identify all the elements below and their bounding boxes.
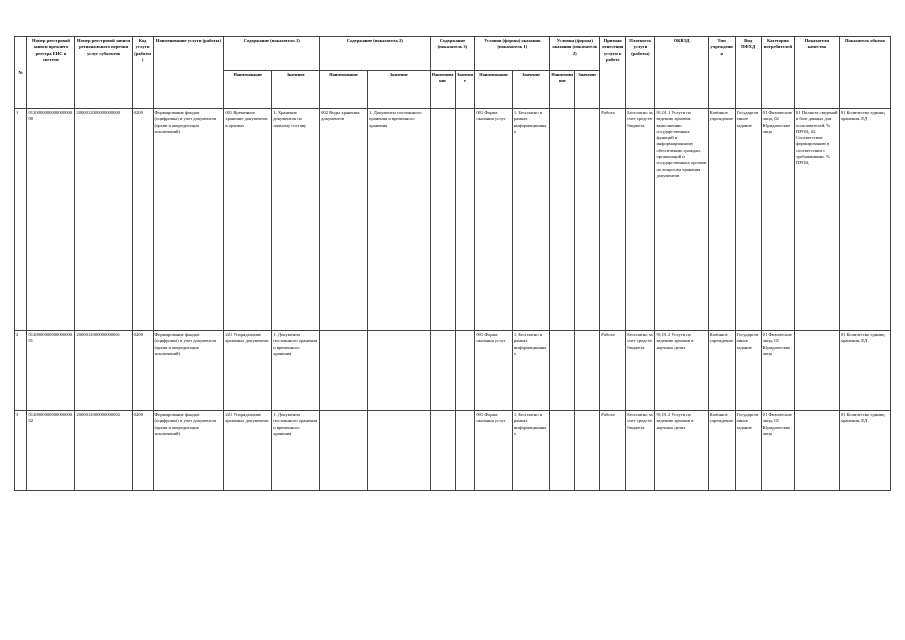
cell-cond1-value: 1. Бесплатно в рамках информационных (512, 331, 549, 411)
cell-category: 01 Физические лица, 02 Юридические лица (761, 411, 794, 491)
cell-sign: Работа (600, 331, 626, 411)
cell-type-inst: Казённое учреждение (708, 331, 735, 411)
cell-reg-record: 2000012000000000000 (75, 109, 132, 331)
header-conditions-1: Условия (формы) оказания (показатель 1) (475, 37, 550, 71)
cell-reg-record: 2000012000000000001 (75, 331, 132, 411)
cell-payment: Бесплатно за счет средств бюджета (626, 411, 655, 491)
cell-sign: Работа (600, 109, 626, 331)
cell-category: 01 Физические лица, 02 Юридические лица (761, 109, 794, 331)
cell-service-name: Формирование фондов (оцифровка) и учет документов (архив и аккредитация исключений) (153, 411, 224, 491)
header-type-inst: Тип учреждения (708, 37, 735, 109)
cell-service-name: Формирование фондов (оцифровка) и учет документов (архив и аккредитация исключений) (153, 331, 224, 411)
sub-header-value: Значение (455, 71, 475, 109)
cell-content1-name: 221 Упорядочение архивных документов (224, 411, 272, 491)
registry-table (14, 36, 891, 491)
header-quality: Показатели качества (795, 37, 840, 109)
cell-reg-number: 012000000000000000002 (27, 411, 75, 491)
cell-cond2-value (575, 411, 600, 491)
cell-content2-value (368, 331, 431, 411)
cell-cond1-name: 001 Форма оказания услуг (475, 109, 512, 331)
cell-service-code: 0200 (132, 109, 153, 331)
sub-header-value: Значение (368, 71, 431, 109)
header-payment: Платность услуги (работы) (626, 37, 655, 109)
table-row (15, 411, 891, 491)
cell-reg-record: 2000012000000000002 (75, 411, 132, 491)
cell-pfhd: Государственное задание (735, 109, 761, 331)
cell-num: 3 (15, 411, 27, 491)
cell-cond2-name (550, 331, 575, 411)
header-service-name: Наименование услуги (работы) (153, 37, 224, 109)
cell-volume: 01 Количество единиц хранения, ЕД (839, 331, 890, 411)
cell-content1-value: 1. Документы постоянного хранения и временного хранения (272, 331, 320, 411)
cell-quality (795, 331, 840, 411)
header-pfhd: Вид ПФХД (735, 37, 761, 109)
cell-cond2-value (575, 109, 600, 331)
cell-content1-name: 001 Временное хранение документов в архивах (224, 109, 272, 331)
cell-content3-name (430, 331, 455, 411)
header-category: Категория потребителей (761, 37, 794, 109)
sub-header-name: Наименование (224, 71, 272, 109)
header-service-code: Код услуги (работы) (132, 37, 153, 109)
cell-content2-name: 002 Виды хранения документов (320, 109, 368, 331)
cell-content2-name (320, 331, 368, 411)
cell-content2-name (320, 411, 368, 491)
cell-volume: 01 Количество единиц хранения, ЕД (839, 109, 890, 331)
cell-pfhd: Государственное задание (735, 331, 761, 411)
cell-reg-number: 012000000000000000000 (27, 109, 75, 331)
header-num: № (15, 37, 27, 109)
cell-payment: Бесплатно за счет средств бюджета (626, 331, 655, 411)
cell-content2-value: 1. Документы постоянного хранения и временного хранения (368, 109, 431, 331)
cell-cond2-name (550, 109, 575, 331)
sub-header-value: Значение (575, 71, 600, 109)
cell-reg-number: 012000000000000000001 (27, 331, 75, 411)
cell-okved: 91.01.1 Услуги по ведению архивов, выполнению государственных функций и информационному обеспечению граждан, организаций и государственных органов по вопросам хранения документов (655, 109, 708, 331)
cell-type-inst: Казённое учреждение (708, 411, 735, 491)
cell-content1-value: 1. Документы постоянного хранения и временного хранения (272, 411, 320, 491)
cell-service-code: 0200 (132, 411, 153, 491)
header-okved: ОКВЭД (655, 37, 708, 109)
cell-cond1-value: 1. Бесплатно в рамках информационных (512, 109, 549, 331)
cell-cond1-name: 001 Форма оказания услуг (475, 331, 512, 411)
cell-cond2-value (575, 331, 600, 411)
cell-num: 1 (15, 109, 27, 331)
cell-cond1-name: 001 Форма оказания услуг (475, 411, 512, 491)
cell-quality: 01 Полнота сведений в базе данных для пользователей, % ПРОЦ, 02 Соответствие формированию в соответствии с требованиями, % ПРОЦ (795, 109, 840, 331)
header-sign: Признак отнесения услуги к работе (600, 37, 626, 109)
cell-cond1-value: 1. Бесплатно в рамках информационных (512, 411, 549, 491)
cell-type-inst: Казённое учреждение (708, 109, 735, 331)
cell-num: 2 (15, 331, 27, 411)
header-content-2: Содержание (показатель 2) (320, 37, 430, 71)
header-row-top (15, 37, 891, 71)
cell-okved: 91.01.2 Услуги по ведению архивов в научных целях (655, 411, 708, 491)
cell-content3-name (430, 411, 455, 491)
cell-service-name: Формирование фондов (оцифровка) и учет документов (архив и аккредитация исключений) (153, 109, 224, 331)
cell-volume: 01 Количество единиц хранения, ЕД (839, 411, 890, 491)
cell-quality (795, 411, 840, 491)
sub-header-value: Значение (272, 71, 320, 109)
cell-okved: 91.01.2 Услуги по ведению архивов в научных целях (655, 331, 708, 411)
table-row (15, 331, 891, 411)
cell-category: 01 Физические лица, 02 Юридические лица (761, 331, 794, 411)
sub-header-name: Наименование (475, 71, 512, 109)
sub-header-name: Наименование (430, 71, 455, 109)
cell-payment: Бесплатно за счет средств бюджета (626, 109, 655, 331)
cell-content1-name: 221 Упорядочение архивных документов (224, 331, 272, 411)
header-content-3: Содержание (показатель 3) (430, 37, 475, 71)
cell-cond2-name (550, 411, 575, 491)
cell-content3-value (455, 331, 475, 411)
sub-header-name: Наименование (550, 71, 575, 109)
cell-content3-value (455, 109, 475, 331)
cell-content3-value (455, 411, 475, 491)
sub-header-value: Значение (512, 71, 549, 109)
header-reg-number: Номер реестровой записи прежнего реестра ЕИС в системе (27, 37, 75, 109)
cell-content3-name (430, 109, 455, 331)
cell-service-code: 0200 (132, 331, 153, 411)
header-volume: Показатель объема (839, 37, 890, 109)
header-content-1: Содержание (показатель 1) (224, 37, 320, 71)
header-reg-record: Номер реестровой записи регионального перечня услуг субъектов (75, 37, 132, 109)
cell-content2-value (368, 411, 431, 491)
header-conditions-2: Условия (формы) оказания (показатель 2) (550, 37, 600, 71)
table-row (15, 109, 891, 331)
cell-sign: Работа (600, 411, 626, 491)
sub-header-name: Наименование (320, 71, 368, 109)
cell-pfhd: Государственное задание (735, 411, 761, 491)
cell-content1-value: 1. Хранение документов по личному составу (272, 109, 320, 331)
